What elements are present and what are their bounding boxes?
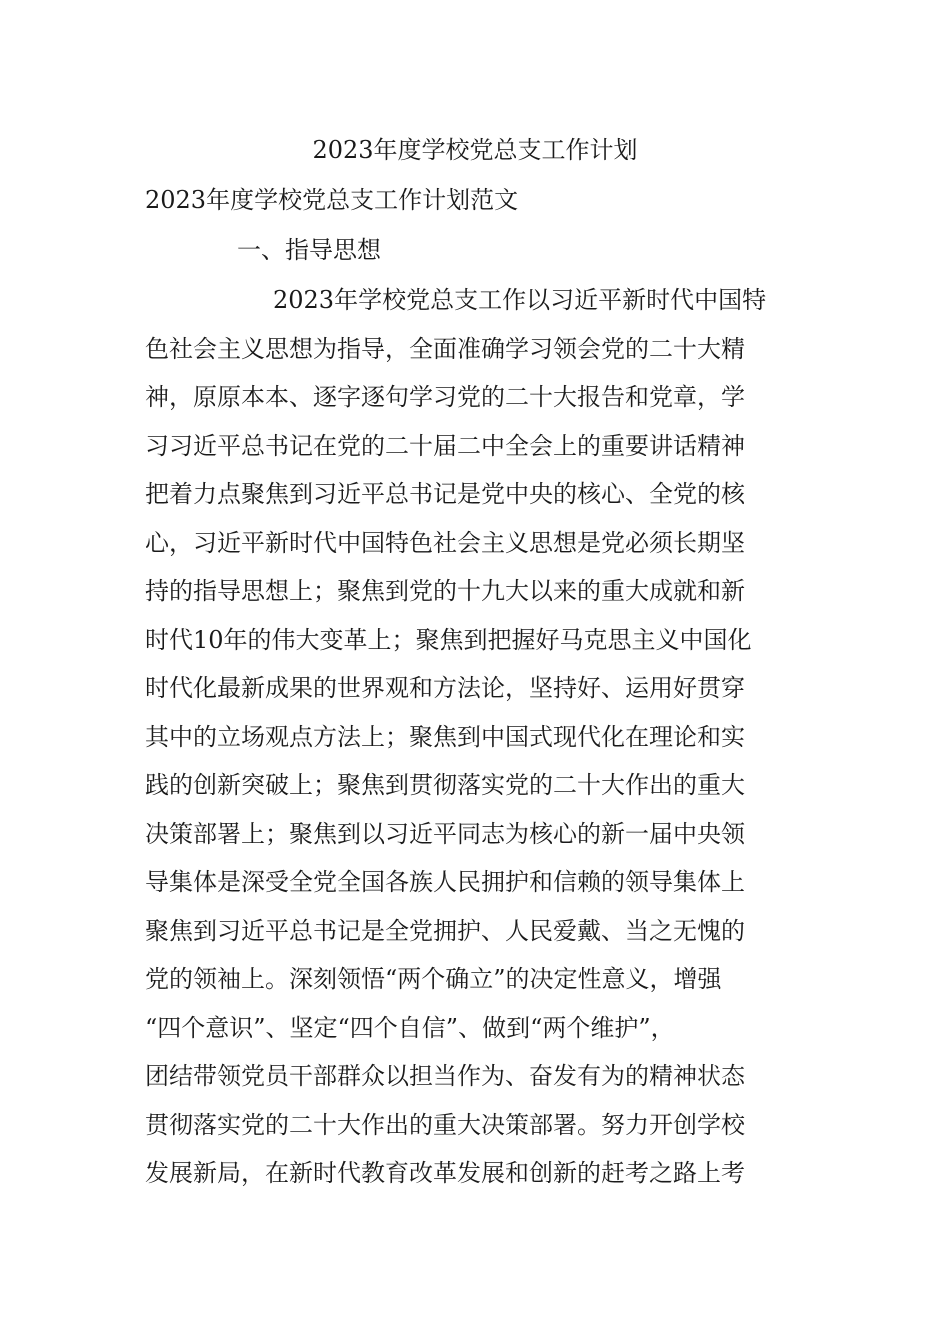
document-subtitle: 2023年度学校党总支工作计划范文 (145, 186, 519, 214)
body-line: 习习近平总书记在党的二十届二中全会上的重要讲话精神 (145, 431, 745, 460)
body-line: 色社会主义思想为指导，全面准确学习领会党的二十大精 (145, 334, 745, 363)
body-line: 发展新局，在新时代教育改革发展和创新的赶考之路上考 (145, 1159, 745, 1187)
body-line: 导集体是深受全党全国各族人民拥护和信赖的领导集体上 (145, 868, 745, 896)
body-line: 践的创新突破上；聚焦到贯彻落实党的二十大作出的重大 (145, 771, 745, 799)
body-line: 2023年学校党总支工作以习近平新时代中国特 (273, 286, 767, 314)
body-line: 时代10年的伟大变革上；聚焦到把握好马克思主义中国化 (145, 625, 752, 654)
document-title: 2023年度学校党总支工作计划 (312, 136, 638, 164)
body-line: “四个意识”、坚定“四个自信”、做到“两个维护”， (145, 1013, 675, 1042)
body-line: 党的领袖上。深刻领悟“两个确立”的决定性意义，增强 (145, 965, 722, 993)
body-line: 时代化最新成果的世界观和方法论，坚持好、运用好贯穿 (145, 674, 745, 702)
section-heading-guiding-ideology: 一、指导思想 (237, 236, 381, 264)
body-paragraph (145, 280, 810, 1202)
body-line: 贯彻落实党的二十大作出的重大决策部署。努力开创学校 (145, 1110, 745, 1139)
body-line: 聚焦到习近平总书记是全党拥护、人民爱戴、当之无愧的 (145, 916, 745, 945)
body-line: 神，原原本本、逐字逐句学习党的二十大报告和党章，学 (145, 383, 745, 411)
body-line: 心，习近平新时代中国特色社会主义思想是党必须长期坚 (145, 528, 745, 557)
body-line: 其中的立场观点方法上；聚焦到中国式现代化在理论和实 (145, 722, 745, 751)
body-line: 决策部署上；聚焦到以习近平同志为核心的新一届中央领 (145, 819, 745, 848)
body-line: 把着力点聚焦到习近平总书记是党中央的核心、全党的核 (145, 480, 745, 508)
body-line: 持的指导思想上；聚焦到党的十九大以来的重大成就和新 (145, 577, 745, 605)
body-line: 团结带领党员干部群众以担当作为、奋发有为的精神状态 (145, 1062, 745, 1090)
